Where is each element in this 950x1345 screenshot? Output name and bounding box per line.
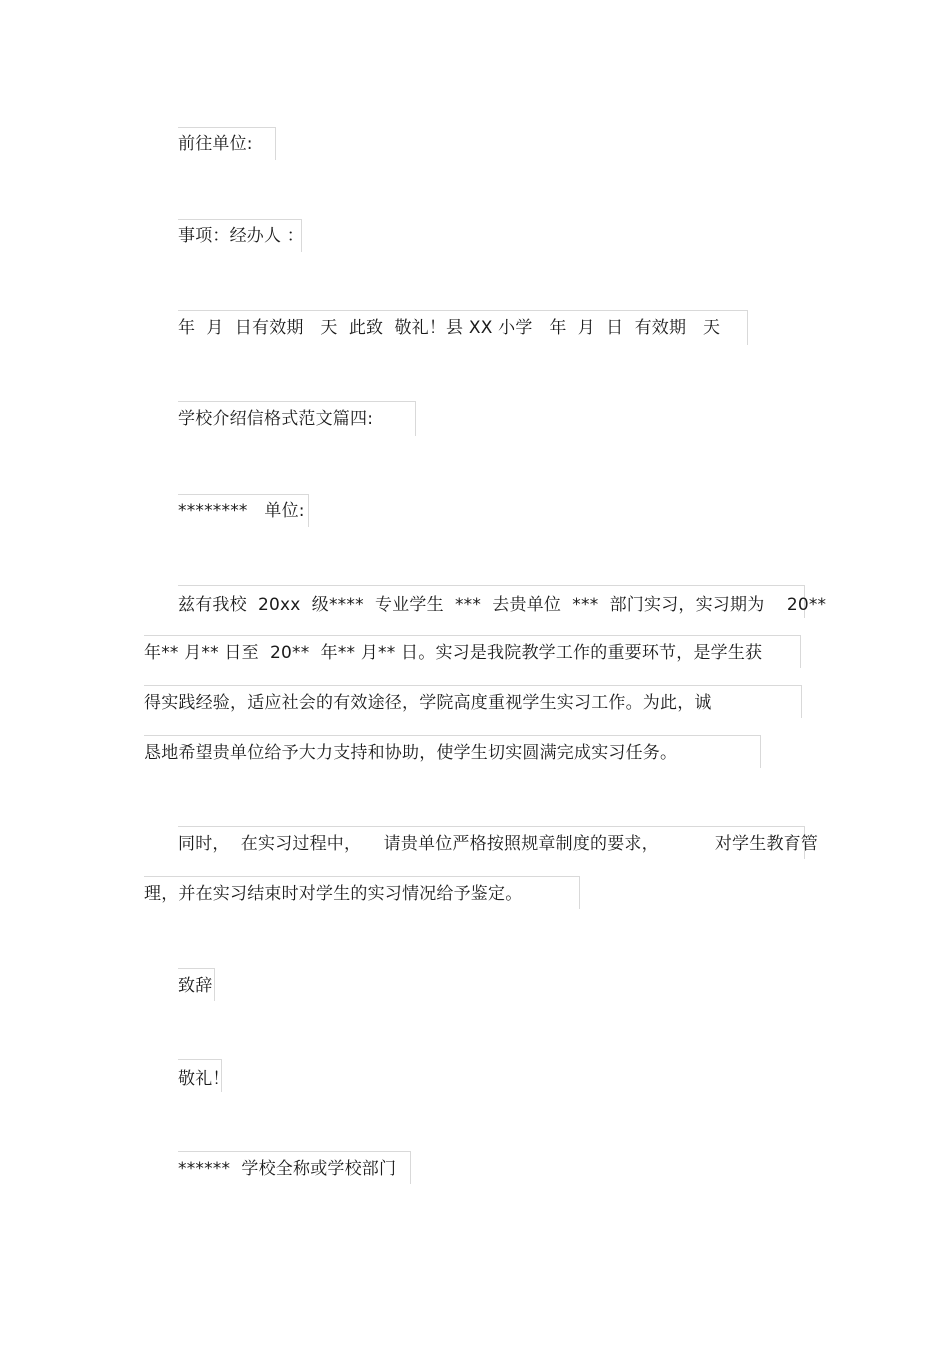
closing-greeting: 致辞	[178, 976, 213, 996]
body-paragraph-1-line-4: 恳地希望贵单位给予大力支持和协助，使学生切实圆满完成实习任务。	[144, 743, 678, 763]
matter-handler-line: 事项：经办人 ：	[178, 226, 305, 246]
body-paragraph-1-line-3: 得实践经验，适应社会的有效途径，学院高度重视学生实习工作。为此，诚	[144, 693, 712, 713]
date-validity-line: 年 月 日有效期 天 此致 敬礼！县 XX 小学 年 月 日 有效期 天	[178, 318, 721, 338]
body-paragraph-1-line-1: 兹有我校 20xx 级**** 专业学生 *** 去贵单位 *** 部门实习，实习期为 20**	[178, 595, 827, 615]
destination-unit-line: 前往单位:	[178, 134, 253, 154]
recipient-unit-line: ******** 单位:	[178, 501, 305, 521]
body-paragraph-2-line-1: 同时， 在实习过程中， 请贵单位严格按照规章制度的要求， 对学生教育管	[178, 834, 819, 854]
body-paragraph-1-line-2: 年** 月** 日至 20** 年** 月** 日。实习是我院教学工作的重要环节，是学生获	[144, 643, 763, 663]
section-heading: 学校介绍信格式范文篇四:	[178, 409, 374, 429]
body-paragraph-2-line-2: 理，并在实习结束时对学生的实习情况给予鉴定。	[144, 884, 523, 904]
signature-line: ****** 学校全称或学校部门	[178, 1159, 397, 1179]
salutation: 敬礼！	[178, 1069, 230, 1089]
